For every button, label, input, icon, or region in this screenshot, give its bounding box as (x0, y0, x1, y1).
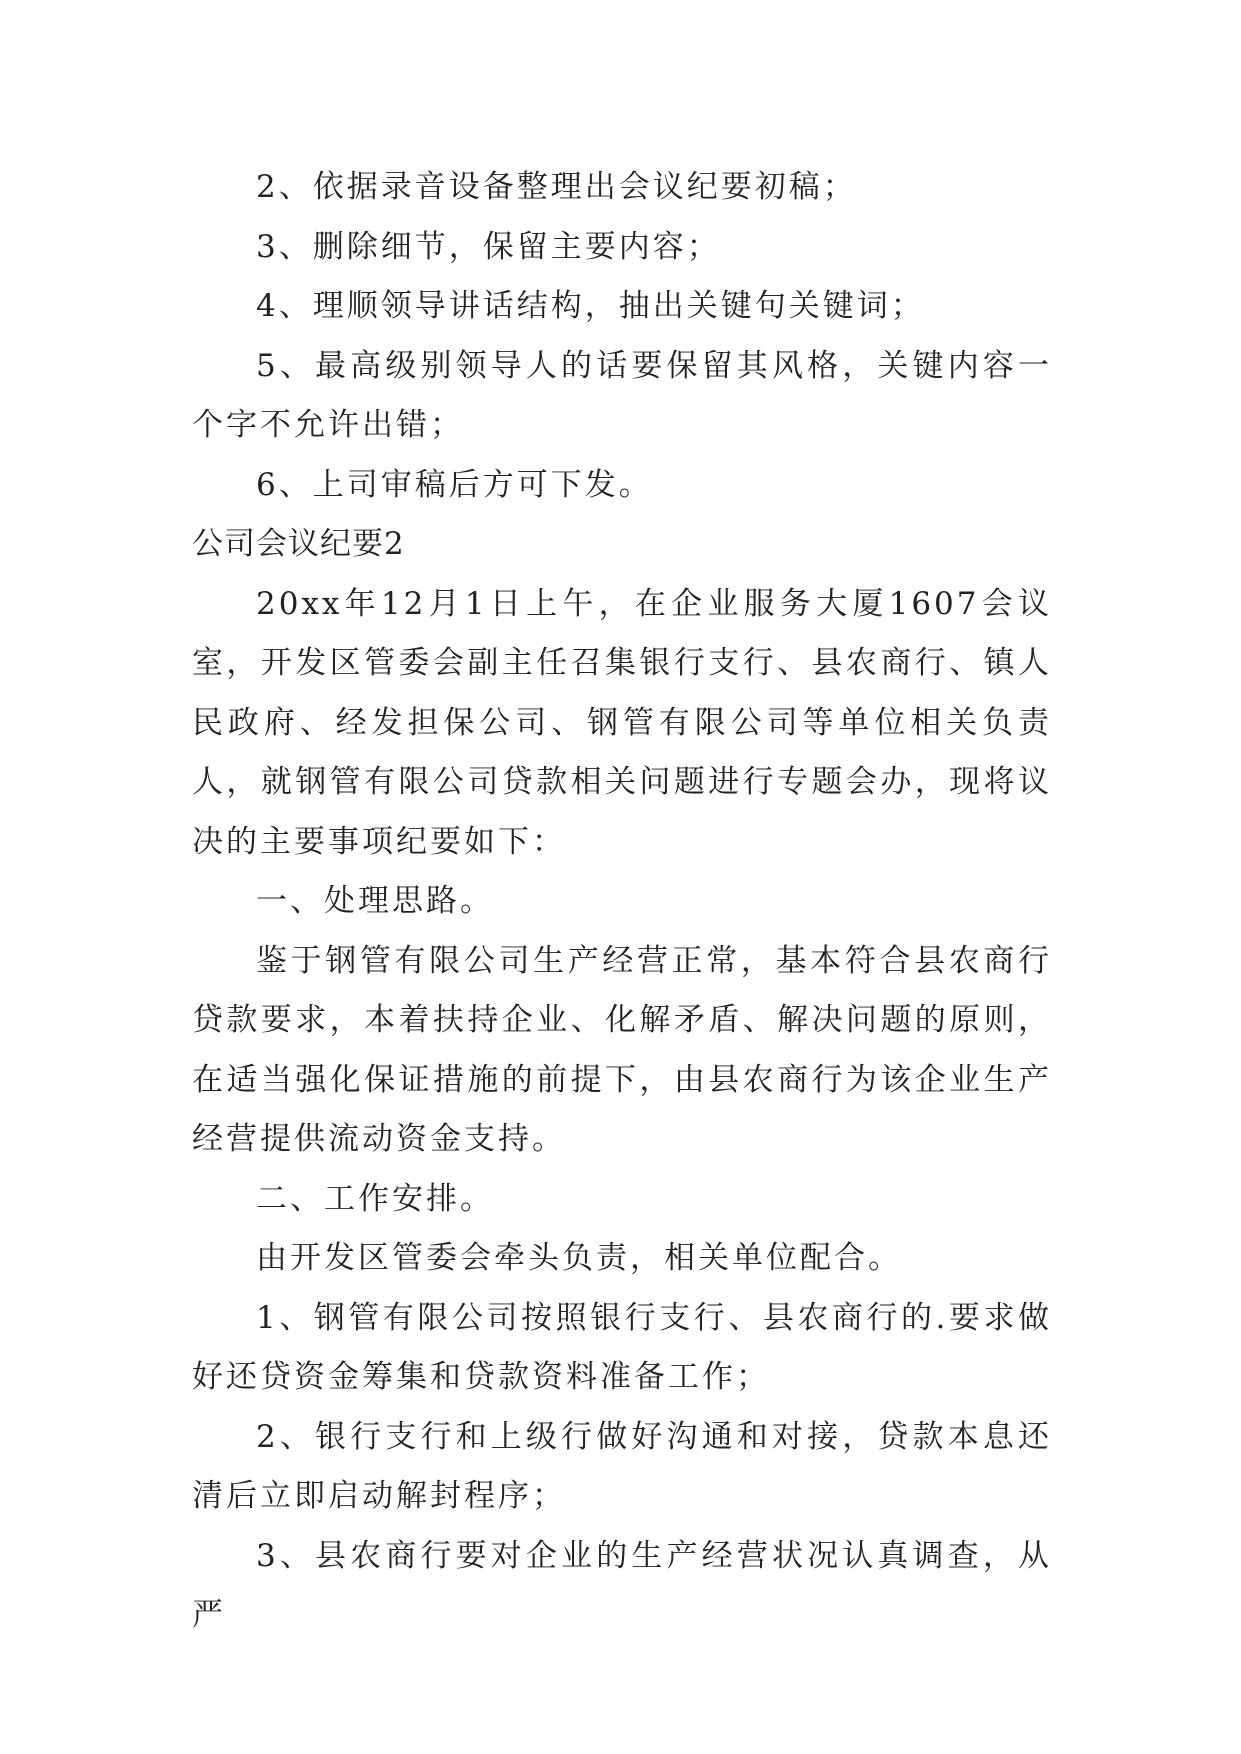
paragraph-step-5: 5、最高级别领导人的话要保留其风格，关键内容一个字不允许出错； (192, 347, 1052, 443)
paragraph-lead: 由开发区管委会牵头负责，相关单位配合。 (256, 1240, 902, 1276)
document-body (192, 158, 1052, 1646)
subheading-approach: 一、处理思路。 (256, 883, 494, 919)
paragraph-intro: 20xx年12月1日上午，在企业服务大厦1607会议室，开发区管委会副主任召集银行支行、县农商行、镇人民政府、经发担保公司、钢管有限公司等单位相关负责人，就钢管有限公司贷款相关问题进行专题会办，现将议决的主要事项纪要如下： (192, 585, 1052, 860)
paragraph-item-1: 1、钢管有限公司按照银行支行、县农商行的.要求做好还贷资金筹集和贷款资料准备工作； (192, 1299, 1052, 1395)
paragraph-item-2: 2、银行支行和上级行做好沟通和对接，贷款本息还清后立即启动解封程序； (192, 1418, 1052, 1514)
section-title: 公司会议纪要2 (192, 526, 405, 562)
paragraph-step-4: 4、理顺领导讲话结构，抽出关键句关键词； (256, 288, 925, 324)
paragraph-step-3: 3、删除细节，保留主要内容； (256, 228, 721, 265)
paragraph-item-3: 3、县农商行要对企业的生产经营状况认真调查，从严 (192, 1537, 1052, 1633)
paragraph-approach: 鉴于钢管有限公司生产经营正常，基本符合县农商行贷款要求，本着扶持企业、化解矛盾、解决问题的原则，在适当强化保证措施的前提下，由县农商行为该企业生产经营提供流动资金支持。 (192, 942, 1052, 1157)
paragraph-step-2: 2、依据录音设备整理出会议纪要初稿； (256, 169, 857, 205)
paragraph-step-6: 6、上司审稿后方可下发。 (256, 466, 653, 503)
subheading-arrangement: 二、工作安排。 (256, 1180, 494, 1217)
